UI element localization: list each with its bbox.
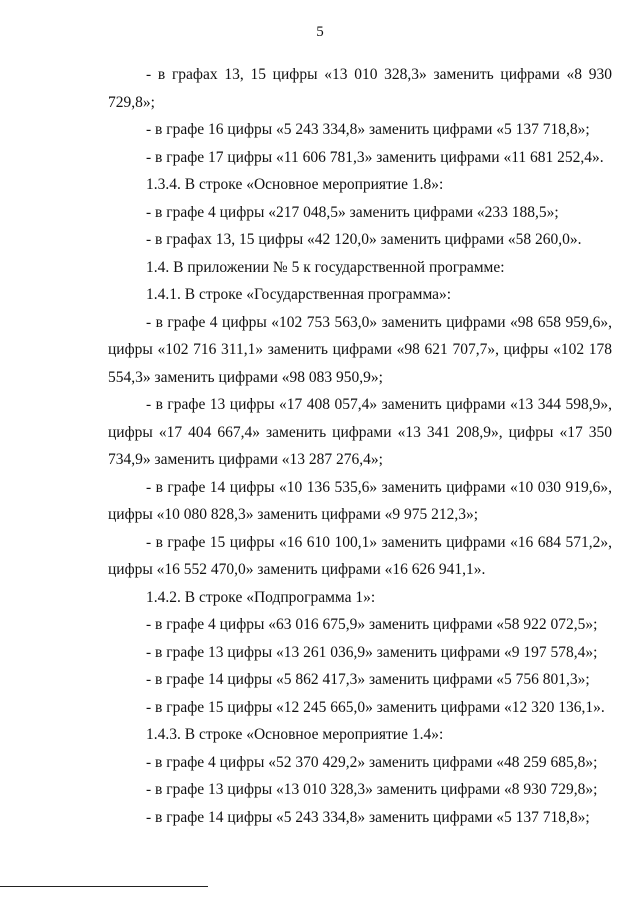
paragraph-graph-16: - в графе 16 цифры «5 243 334,8» заменить цифрами «5 137 718,8»; [146, 121, 590, 138]
paragraph-graph-4: - в графе 4 цифры «217 048,5» заменить цифрами «233 188,5»; [146, 203, 559, 221]
section-heading-1-4-1: 1.4.1. В строке «Государственная программа»: [146, 286, 452, 303]
paragraph-graph-4: - в графе 4 цифры «52 370 429,2» заменить цифрами «48 259 685,8»; [146, 753, 598, 771]
paragraph-graph-13: - в графе 13 цифры «17 408 057,4» заменить цифрами «13 344 598,9», цифры «17 404 667,4» заменить цифрами «13 341 208,9», цифры «17 350 734,9» заменить цифрами «13 287 276,4»; [108, 396, 612, 468]
page-number: 5 [316, 24, 324, 40]
paragraph-graph-13: - в графе 13 цифры «13 261 036,9» заменить цифрами «9 197 578,4»; [146, 643, 598, 661]
paragraph-graph-4: - в графе 4 цифры «102 753 563,0» заменить цифрами «98 658 959,6», цифры «102 716 311,1» заменить цифрами «98 621 707,7», цифры «102 178 554,3» заменить цифрами «98 083 950,9»; [108, 313, 612, 386]
paragraph-graphs-13-15: - в графах 13, 15 цифры «42 120,0» заменить цифрами «58 260,0». [146, 231, 582, 248]
document-body [108, 61, 612, 831]
paragraph-graph-15: - в графе 15 цифры «12 245 665,0» заменить цифрами «12 320 136,1». [146, 698, 605, 716]
paragraph-graph-14: - в графе 14 цифры «10 136 535,6» заменить цифрами «10 030 919,6», цифры «10 080 828,3» заменить цифрами «9 975 212,3»; [108, 478, 612, 523]
paragraph-graph-14: - в графе 14 цифры «5 243 334,8» заменить цифрами «5 137 718,8»; [146, 808, 590, 826]
paragraph-graph-13: - в графе 13 цифры «13 010 328,3» заменить цифрами «8 930 729,8»; [146, 781, 598, 798]
paragraph-graphs-13-15: - в графах 13, 15 цифры «13 010 328,3» заменить цифрами «8 930 729,8»; [108, 66, 612, 111]
paragraph-graph-4: - в графе 4 цифры «63 016 675,9» заменить цифрами «58 922 072,5»; [146, 616, 598, 633]
footnote-divider [0, 886, 208, 887]
section-heading-1-4-3: 1.4.3. В строке «Основное мероприятие 1.4»: [146, 726, 444, 743]
paragraph-graph-14: - в графе 14 цифры «5 862 417,3» заменить цифрами «5 756 801,3»; [146, 671, 590, 688]
paragraph-graph-17: - в графе 17 цифры «11 606 781,3» заменить цифрами «11 681 252,4». [146, 148, 604, 166]
paragraph-graph-15: - в графе 15 цифры «16 610 100,1» заменить цифрами «16 684 571,2», цифры «16 552 470,0» заменить цифрами «16 626 941,1». [108, 533, 612, 578]
section-heading-1-3-4: 1.3.4. В строке «Основное мероприятие 1.8»: [146, 176, 444, 193]
section-heading-1-4-2: 1.4.2. В строке «Подпрограмма 1»: [146, 588, 376, 606]
section-heading-1-4: 1.4. В приложении № 5 к государственной программе: [146, 258, 505, 276]
